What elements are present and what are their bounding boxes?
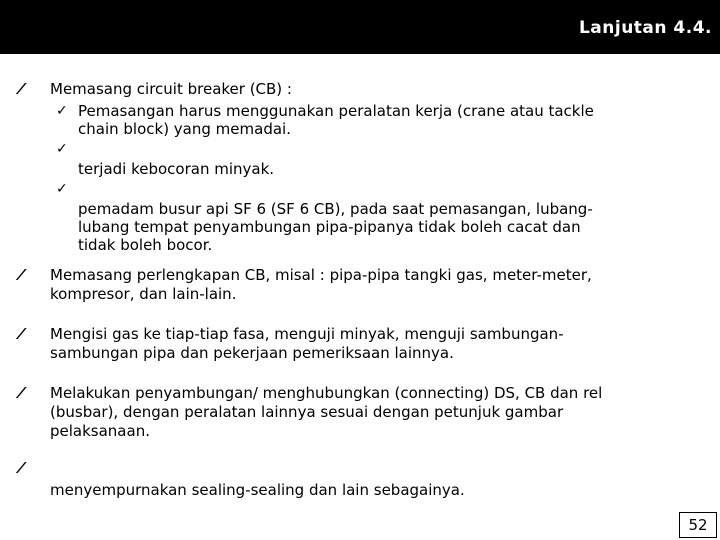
item-4-line-2: (busbar), dengan peralatan lainnya sesuai dengan petunjuk gambar bbox=[50, 403, 564, 421]
item-1-line-1: Memasang circuit breaker (CB) : bbox=[50, 80, 292, 98]
item-3-line-1: Mengisi gas ke tiap-tiap fasa, menguji minyak, menguji sambungan- bbox=[50, 325, 564, 343]
item-4-line-1: Melakukan penyambungan/ menghubungkan (connecting) DS, CB dan rel bbox=[50, 384, 603, 402]
item-2-line-2: kompresor, dan lain-lain. bbox=[50, 285, 237, 303]
subitem-3-line-3: tidak boleh bocor. bbox=[78, 236, 213, 254]
subitem-1-line-1: Pemasangan harus menggunakan peralatan kerja (crane atau tackle bbox=[78, 102, 594, 120]
subitem-3-line-2: lubang tempat penyambungan pipa-pipanya tidak boleh cacat dan bbox=[78, 218, 581, 236]
bullet-icon: ⁄ bbox=[20, 266, 23, 284]
check-icon: ✓ bbox=[56, 141, 68, 157]
bullet-icon: ⁄ bbox=[20, 325, 23, 343]
page-number: 52 bbox=[679, 512, 717, 538]
subitem-3-line-1: pemadam busur api SF 6 (SF 6 CB), pada saat pemasangan, lubang- bbox=[78, 200, 593, 218]
check-icon: ✓ bbox=[56, 103, 68, 119]
bullet-icon: ⁄ bbox=[20, 80, 23, 98]
subitem-1-line-2: chain block) yang memadai. bbox=[78, 120, 291, 138]
bullet-icon: ⁄ bbox=[20, 459, 23, 477]
item-4-line-3: pelaksanaan. bbox=[50, 422, 150, 440]
item-5-line-1: menyempurnakan sealing-sealing dan lain sebagainya. bbox=[50, 481, 465, 499]
header-bar bbox=[0, 0, 720, 54]
item-3-line-2: sambungan pipa dan pekerjaan pemeriksaan lainnya. bbox=[50, 344, 454, 362]
check-icon: ✓ bbox=[56, 181, 68, 197]
bullet-icon: ⁄ bbox=[20, 384, 23, 402]
subitem-2-line-1: terjadi kebocoran minyak. bbox=[78, 160, 275, 178]
slide-title: Lanjutan 4.4. bbox=[578, 18, 712, 38]
item-2-line-1: Memasang perlengkapan CB, misal : pipa-pipa tangki gas, meter-meter, bbox=[50, 266, 592, 284]
